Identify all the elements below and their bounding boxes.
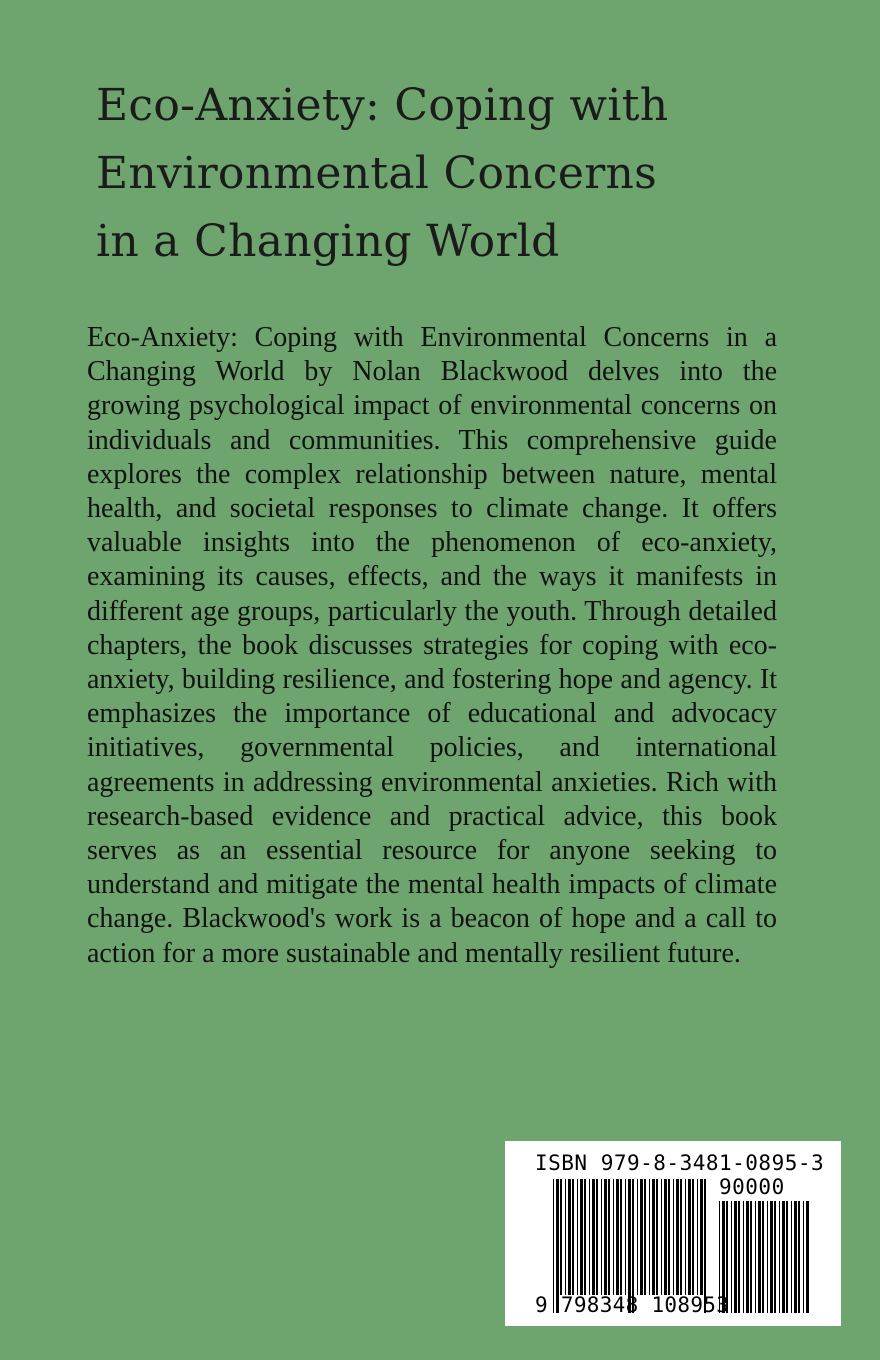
barcode-bar: [770, 1201, 773, 1313]
barcode-bar: [782, 1201, 785, 1313]
barcode-bar: [734, 1201, 737, 1313]
price-code: 90000: [719, 1175, 785, 1199]
barcode-bar: [798, 1201, 800, 1313]
title-line-2: Environmental Concerns: [96, 148, 658, 199]
barcode-bar: [620, 1179, 622, 1295]
barcode-bar: [673, 1179, 674, 1295]
barcode-bar: [664, 1179, 667, 1295]
barcode-bar: [568, 1179, 571, 1295]
barcode-bar: [794, 1201, 797, 1313]
barcode-bar: [565, 1179, 566, 1295]
barcode-bar: [572, 1179, 574, 1295]
barcode-bar: [577, 1179, 578, 1295]
barcode-bar: [640, 1179, 643, 1295]
barcode-bar: [685, 1179, 686, 1295]
barcode-bar: [688, 1179, 691, 1295]
barcode-bar: [649, 1179, 650, 1295]
barcode-bar: [616, 1179, 619, 1295]
barcode-bar: [656, 1179, 658, 1295]
barcode-bar: [661, 1179, 662, 1295]
book-title: [96, 72, 796, 276]
isbn-label: ISBN 979-8-3481-0895-3: [535, 1151, 825, 1175]
barcode-bar: [779, 1201, 780, 1313]
barcode-bar: [560, 1179, 562, 1295]
barcode-bar: [755, 1201, 756, 1313]
barcode-bar: [601, 1179, 602, 1295]
barcode-bar: [604, 1179, 607, 1295]
book-description: Eco-Anxiety: Coping with Environmental Concerns in a Changing World by Nolan Blackwood delves into the growing psychological impact of environmental concerns on individuals and communities. This comprehensive guide explores the complex relationship between nature, mental health, and societal responses to climate change. It offers valuable insights into the phenomenon of eco-anxiety, examining its causes, effects, and the ways it manifests in different age groups, particularly the youth. Through detailed chapters, the book discusses strategies for coping with eco-anxiety, building resilience, and fostering hope and agency. It emphasizes the importance of educational and advocacy initiatives, governmental policies, and international agreements in addressing environmental anxieties. Rich with research-based evidence and practical advice, this book serves as an essential resource for anyone seeking to understand and mitigate the mental health impacts of climate change. Blackwood's work is a beacon of hope and a call to action for a more sustainable and mentally resilient future.: [87, 322, 777, 969]
barcode-bar: [743, 1201, 744, 1313]
title-line-1: Eco-Anxiety: Coping with: [96, 80, 669, 131]
barcode-bar: [791, 1201, 792, 1313]
barcode-bar: [697, 1179, 698, 1295]
barcode-bar: [589, 1179, 590, 1295]
barcode-bar: [676, 1179, 679, 1295]
barcode-bar: [680, 1179, 682, 1295]
barcode-bar: [700, 1179, 703, 1295]
barcode-bar: [774, 1201, 776, 1313]
isbn-barcode-panel: [505, 1141, 841, 1326]
barcode-bar: [692, 1179, 694, 1295]
title-line-3: in a Changing World: [96, 216, 560, 267]
barcode-bar: [806, 1201, 809, 1313]
barcode-bar: [625, 1179, 626, 1295]
barcode-bar: [786, 1201, 788, 1313]
barcode-bar: [767, 1201, 768, 1313]
barcode-bar: [652, 1179, 655, 1295]
barcode-bar: [584, 1179, 586, 1295]
barcode-bar: [731, 1201, 732, 1313]
barcode-bar: [644, 1179, 646, 1295]
barcode-bar: [613, 1179, 614, 1295]
ean-digits: 9 798348 108953: [535, 1293, 730, 1317]
barcode-bar: [758, 1201, 761, 1313]
price-addon-barcode: [719, 1201, 809, 1313]
barcode-bar: [762, 1201, 764, 1313]
barcode-bar: [637, 1179, 638, 1295]
barcode-bar: [746, 1201, 749, 1313]
barcode-bar: [738, 1201, 740, 1313]
barcode-bar: [596, 1179, 598, 1295]
barcode-bar: [803, 1201, 804, 1313]
barcode-bar: [580, 1179, 583, 1295]
barcode-bar: [668, 1179, 670, 1295]
barcode-bar: [592, 1179, 595, 1295]
barcode-bar: [750, 1201, 752, 1313]
barcode-bar: [608, 1179, 610, 1295]
